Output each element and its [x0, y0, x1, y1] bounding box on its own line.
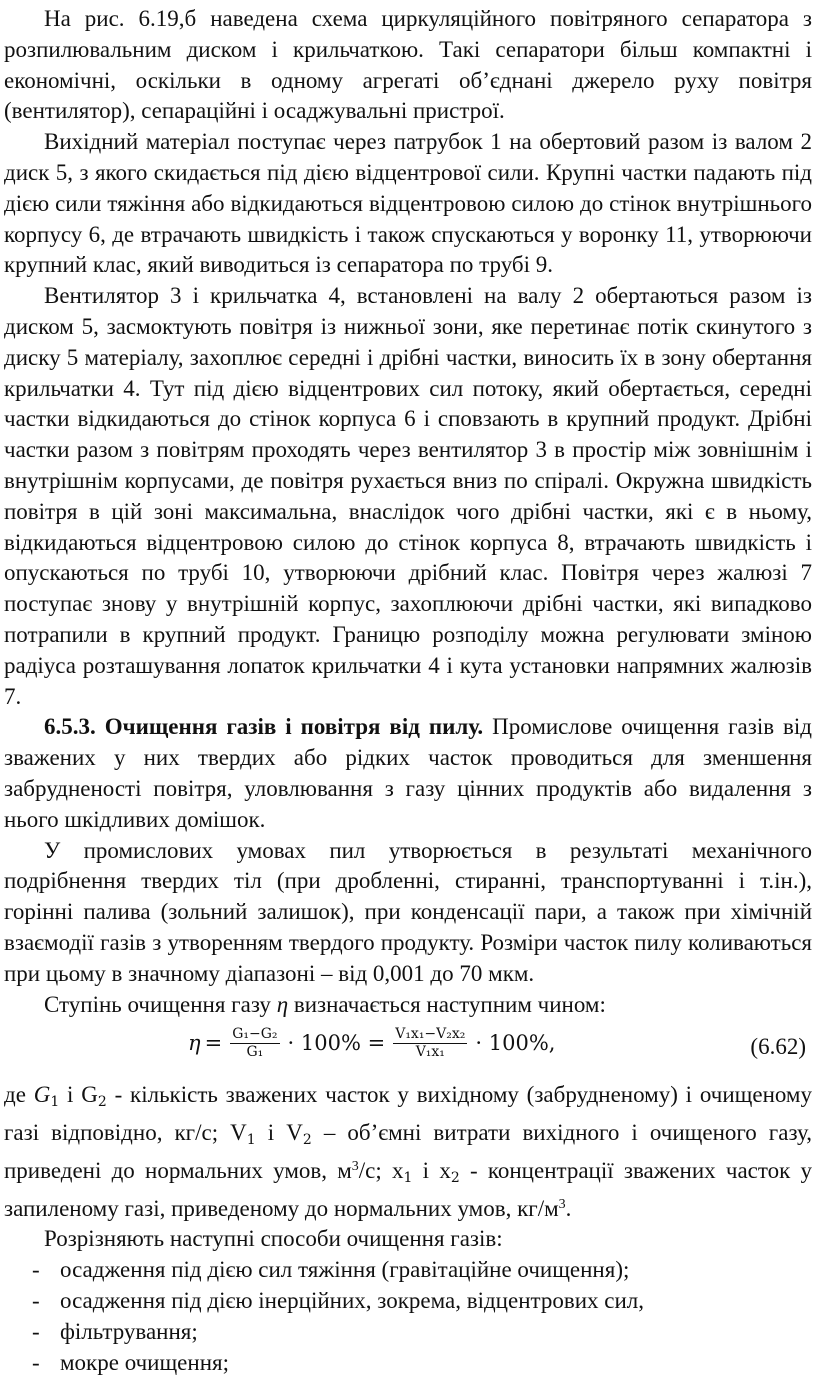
formula-eta: η [188, 1031, 201, 1056]
list-dash: - [32, 1257, 40, 1283]
symbol-x2: x [439, 1157, 451, 1183]
symbol-x1: x [392, 1157, 404, 1183]
fraction-mass-numerator: G₁−G₂ [232, 1026, 278, 1043]
formula-body [188, 1026, 555, 1061]
def-and-1: і [59, 1082, 82, 1108]
symbol-v1: V [230, 1120, 247, 1146]
def-text-5: - концентрації зважених часток у запиленому газі, приведеному до нормальних умов, кг/м [4, 1157, 813, 1221]
list-item [4, 1286, 812, 1317]
list-dash: - [32, 1288, 40, 1314]
list-item-text: мокре очищення; [60, 1349, 229, 1375]
paragraph-separator-intro: На рис. 6.19,б наведена схема циркуляційного повітряного сепаратора з розпилювальним диском і крильчаткою. Такі сепаратори більш компактні і економічні, оскільки в одному агрегаті об’єднані джерело руху повітря (вентилятор), сепараційні і осаджувальні пристрої. [4, 6, 812, 124]
section-heading-text: Промислове очищення газів від зважених у них твердих або рідких часток проводиться для зменшення забрудненості повітря, уловлювання з газу цінних продуктів або видалення з нього шкідливих домішок. [4, 714, 812, 832]
symbol-g2: G [81, 1082, 98, 1108]
def-and-3: і [412, 1157, 440, 1183]
symbol-g1-sub: 1 [50, 1094, 60, 1111]
fraction-volume-denominator: V₁x₁ [415, 1044, 445, 1061]
list-dash: - [32, 1349, 40, 1375]
symbol-g1: G [33, 1082, 51, 1108]
list-item-text: осадження під дією інерційних, зокрема, відцентрових сил, [60, 1288, 645, 1314]
list-intro: Розрізняють наступні способи очищення газів: [44, 1226, 503, 1252]
list-item [4, 1348, 812, 1378]
formula-mid: · 100% = [287, 1031, 386, 1056]
def-text-4: /с; [358, 1157, 393, 1183]
def-text-2: - кількість зважених часток у вихідному (забрудненому) і очищеному газі відповідно, кг/с; [4, 1082, 812, 1146]
list-dash: - [32, 1318, 40, 1344]
fraction-volume-numerator: V₁x₁−V₂x₂ [395, 1026, 466, 1043]
def-text-6: . [565, 1195, 572, 1221]
cleaning-methods-list [4, 1255, 812, 1378]
formula-fraction-volume [393, 1026, 467, 1061]
list-item [4, 1255, 812, 1286]
list-item-text: осадження під дією сил тяжіння (гравітаційне очищення); [60, 1257, 630, 1283]
paragraph-fan-impeller: Вентилятор 3 і крильчатка 4, встановлені на валу 2 обертаються разом із диском 5, засмоктують повітря із нижньої зони, яке перетинає потік скинутого з диску 5 матеріалу, захоплює середні і дрібні частки, виносить їх в зону обертання крильчатки 4. Тут під дією відцентрових сил потоку, який обертається, середні частки відкидаються до стінок корпуса 6 і сповзають в крупний продукт. Дрібні частки разом з повітрям проходять через вентилятор 3 в простір між зовнішнім і внутрішнім корпусами, де повітря рухається вниз по спіралі. Окружна швидкість повітря в цій зоні максимальна, внаслідок чого дрібні частки, які є в ньому, відкидаються відцентровою силою до стінок корпуса 8, втрачають швидкість і опускаються по трубі 10, утворюючи дрібний клас. Повітря через жалюзі 7 поступає знову у внутрішній корпус, захоплюючи дрібні частки, які випадково потрапили в крупний продукт. Границю розподілу можна регулювати зміною радіуса розташування лопаток крильчатки 4 і кута установки напрямних жалюзів 7. [4, 283, 812, 709]
formula-6-62 [4, 1022, 812, 1080]
symbol-v2: V [286, 1120, 303, 1146]
superscript-3a: 3 [351, 1158, 359, 1174]
symbol-g2-sub: 2 [97, 1094, 107, 1111]
def-text-1: де [4, 1082, 34, 1108]
superscript-3b: 3 [558, 1196, 566, 1212]
paragraph-definitions [4, 1080, 812, 1224]
symbol-v2-sub: 2 [302, 1132, 312, 1149]
paragraph-dust-origin: У промислових умовах пил утворюється в результаті механічного подрібнення твердих тіл (при дробленні, стиранні, транспортуванні і т.ін.), горінні палива (зольний залишок), при конденсації пари, а також при хімічній взаємодії газів з утворенням твердого продукту. Розміри часток пилу коливаються при цьому в значному діапазоні – від 0,001 до 70 мкм. [4, 837, 812, 986]
paragraph-gas-cleaning [4, 712, 812, 835]
list-item-text: фільтрування; [60, 1318, 198, 1344]
degree-text-b: визначається наступним чином: [288, 991, 606, 1017]
degree-text-a: Ступінь очищення газу [44, 991, 277, 1017]
section-heading: 6.5.3. Очищення газів і повітря від пилу. [44, 714, 484, 740]
def-and-2: і [255, 1120, 287, 1146]
eta-symbol: η [276, 991, 289, 1017]
paragraph-coarse-fraction: Вихідний матеріал поступає через патрубок 1 на обертовий разом із валом 2 диск 5, з якого скидається під дією відцентрової сили. Крупні частки падають під дією сили тяжіння або відкидаються відцентровою силою до стінок внутрішнього корпусу 6, де втрачають швидкість і також спускаються у воронку 11, утворюючи крупний клас, який виводиться із сепаратора по трубі 9. [4, 129, 812, 278]
symbol-x2-sub: 2 [450, 1169, 460, 1186]
equation-number: (6.62) [750, 1034, 806, 1060]
symbol-v1-sub: 1 [246, 1132, 256, 1149]
formula-equals: = [204, 1031, 223, 1056]
formula-tail: · 100%, [475, 1031, 556, 1056]
paragraph-degree-intro [4, 990, 812, 1021]
fraction-mass-denominator: G₁ [246, 1044, 264, 1061]
def-text-3: – об’ємні витрати вихідного і очищеного газу, приведені до нормальних умов, м [4, 1120, 812, 1183]
list-item [4, 1317, 812, 1348]
formula-fraction-mass [230, 1026, 279, 1061]
symbol-x1-sub: 1 [403, 1169, 413, 1186]
